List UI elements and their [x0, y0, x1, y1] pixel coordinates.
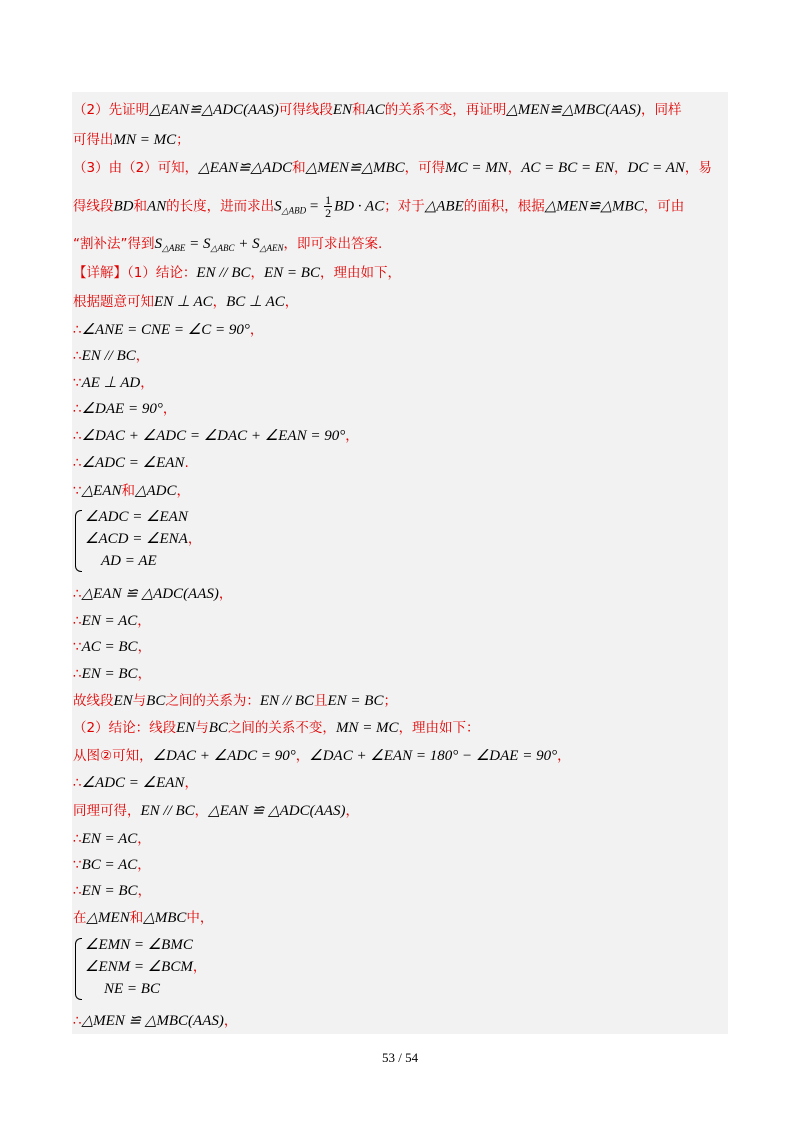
text: ，可得: [404, 160, 446, 176]
math: △MEN≌△MBC: [305, 160, 405, 176]
text-line: [73, 829, 151, 849]
math: ∠ADC = ∠EAN: [81, 455, 185, 471]
text: ，可由: [643, 198, 685, 215]
text-line: [73, 773, 198, 793]
text: 的关系不变，再证明: [384, 102, 507, 118]
math: BD · AC: [334, 198, 385, 215]
therefore-symbol: ∴: [73, 348, 82, 364]
text: ，: [614, 160, 628, 176]
text: （3）由（2）可知，: [73, 160, 199, 176]
math: EN: [113, 693, 133, 709]
math-subscript: △ABC: [210, 243, 235, 253]
therefore-symbol: ∴: [73, 401, 82, 417]
text-line: [73, 584, 232, 604]
text-line: [73, 100, 682, 120]
text: 之间的关系为：: [165, 693, 260, 709]
text: ，: [137, 857, 151, 873]
text: ，: [137, 831, 151, 847]
text: ，: [176, 483, 191, 499]
text: ，: [194, 803, 209, 819]
text-line: [73, 1011, 237, 1031]
because-symbol: ∵: [73, 375, 82, 391]
text: 之间的关系不变，: [227, 720, 336, 736]
text: ，: [137, 666, 152, 682]
text: ；对于: [384, 198, 425, 215]
text: ，: [137, 883, 152, 899]
page-number: [0, 1050, 800, 1066]
math: ∠ADC = ∠EAN: [81, 775, 185, 791]
math: △MEN ≌ △MBC(AAS): [81, 1013, 224, 1029]
math: △ADC: [134, 483, 177, 499]
math: △ABE: [424, 198, 464, 215]
text-line: [73, 234, 382, 258]
text: ，: [137, 613, 151, 629]
text-line: [73, 664, 151, 684]
system-equation-row: [85, 957, 206, 978]
text: ，即可求出答案.: [283, 236, 383, 252]
math: + S: [234, 236, 260, 252]
text: 可得线段: [278, 102, 333, 118]
text: ，: [137, 639, 152, 655]
section-heading: 【详解】: [73, 265, 127, 281]
text-line: [73, 426, 359, 446]
math: DC = AN: [627, 160, 685, 176]
text: 在: [73, 910, 87, 926]
text: ，: [218, 586, 233, 602]
text: 故线段: [73, 693, 114, 709]
text-line: [73, 801, 359, 821]
text: 和: [133, 198, 147, 215]
because-symbol: ∵: [73, 483, 82, 499]
text-line: [73, 292, 298, 312]
text: ，: [184, 775, 198, 791]
text: （2）先证明: [73, 102, 150, 118]
text-line: [73, 637, 151, 657]
text: 可得出: [73, 132, 114, 148]
text-line: [73, 346, 149, 366]
text-line: [73, 453, 189, 473]
math: MC = MN: [445, 160, 508, 176]
text-line: [73, 611, 151, 631]
page-current: 53: [381, 1050, 395, 1065]
math: ∠DAE = 90°: [81, 401, 163, 417]
therefore-symbol: ∴: [73, 455, 82, 471]
text: 同理可得，: [73, 803, 141, 819]
therefore-symbol: ∴: [73, 831, 82, 847]
text: 与: [132, 693, 147, 709]
math: EN ⊥ AC: [154, 294, 213, 310]
math: ∠DAC + ∠ADC = ∠DAC + ∠EAN = 90°: [81, 428, 346, 444]
math: BC = AC: [81, 857, 138, 873]
text-line: [73, 373, 154, 393]
text: 得线段: [73, 198, 114, 215]
math: MN = MC: [113, 132, 177, 148]
math: △MBC: [143, 910, 187, 926]
text: 且: [314, 693, 328, 709]
text: ；: [176, 132, 190, 148]
text: 与: [195, 720, 209, 736]
math: BC ⊥ AC: [226, 294, 285, 310]
text: 的面积，根据: [463, 198, 545, 215]
system-equation: AD = AE: [101, 553, 157, 569]
math: EN = BC: [264, 265, 320, 281]
text: ，: [295, 748, 310, 764]
math: MN = MC: [335, 720, 399, 736]
therefore-symbol: ∴: [73, 613, 82, 629]
page-separator: /: [398, 1050, 402, 1065]
page-total: 54: [405, 1050, 419, 1065]
brace: [75, 938, 82, 1000]
system-equation: ∠ACD = ∠ENA: [85, 531, 188, 547]
text: ，: [223, 1013, 238, 1029]
text: （2）结论：线段: [73, 720, 177, 736]
text: 和: [292, 160, 306, 176]
text: 中，: [186, 910, 214, 926]
system-equation: NE = BC: [104, 981, 160, 997]
text: ，: [192, 959, 207, 975]
text: ，: [507, 160, 522, 176]
text: .: [184, 455, 189, 471]
text-line: [73, 399, 176, 419]
text: ，理由如下，: [319, 265, 401, 281]
text-line: [73, 718, 480, 738]
math: ∠ANE = CNE = ∠C = 90°: [81, 322, 250, 338]
math: EN // BC: [81, 348, 136, 364]
system-equation: ∠ADC = ∠EAN: [85, 509, 188, 525]
math: △EAN ≌ △ADC(AAS): [208, 803, 346, 819]
fraction-numerator: 1: [325, 193, 332, 207]
math: AC = BC = EN: [521, 160, 615, 176]
text-line: [73, 691, 397, 711]
text-line: [73, 908, 213, 928]
therefore-symbol: ∴: [73, 322, 82, 338]
math: BC: [208, 720, 228, 736]
math: AC = BC: [81, 639, 138, 655]
math: △EAN≌△ADC: [198, 160, 293, 176]
because-symbol: ∵: [73, 857, 82, 873]
therefore-symbol: ∴: [73, 586, 82, 602]
text: “割补法”得到: [73, 236, 155, 252]
text-line: [73, 263, 401, 283]
text: 和: [121, 483, 135, 499]
text: ，: [140, 375, 154, 391]
therefore-symbol: ∴: [73, 428, 82, 444]
math: =: [306, 198, 323, 215]
math: △MEN: [86, 910, 130, 926]
fraction-denominator: 2: [325, 206, 332, 220]
therefore-symbol: ∴: [73, 883, 82, 899]
text: 和: [129, 910, 144, 926]
system-equation-row: [85, 529, 201, 550]
therefore-symbol: ∴: [73, 666, 82, 682]
math: △MEN≌△MBC(AAS): [506, 102, 642, 118]
system-equation: ∠ENM = ∠BCM: [85, 959, 193, 975]
text-line: [73, 158, 712, 178]
system-equation: ∠EMN = ∠BMC: [85, 937, 193, 953]
text-line: [73, 481, 190, 501]
text: ，: [345, 428, 359, 444]
math: S: [274, 198, 282, 215]
text: ，: [345, 803, 359, 819]
text-line: [73, 194, 684, 221]
text: 和: [352, 102, 366, 118]
text: ，: [557, 748, 571, 764]
fraction: [324, 194, 332, 219]
math: EN: [176, 720, 196, 736]
text-line: [73, 320, 263, 340]
text: ，: [212, 294, 227, 310]
math: EN // BC: [140, 803, 195, 819]
math: EN // BC: [196, 265, 251, 281]
math: ∠DAC + ∠EAN = 180° − ∠DAE = 90°: [309, 748, 558, 764]
math: S: [154, 236, 162, 252]
math: AE ⊥ AD: [81, 375, 141, 391]
text: 从图②可知，: [73, 748, 153, 764]
text: ，: [249, 322, 264, 338]
text: 根据题意可知: [73, 294, 154, 310]
math: AN: [147, 198, 167, 215]
text: ，: [187, 531, 202, 547]
math: △MEN≌△MBC: [544, 198, 644, 215]
text-line: [73, 855, 151, 875]
math: △EAN: [81, 483, 122, 499]
math: EN: [332, 102, 353, 118]
text: ，: [135, 348, 150, 364]
text: ，同样: [641, 102, 682, 118]
text: ，: [162, 401, 177, 417]
math: EN = BC: [81, 883, 138, 899]
math: △EAN ≌ △ADC(AAS): [81, 586, 219, 602]
text: ，理由如下：: [398, 720, 480, 736]
text: ，: [250, 265, 265, 281]
math: ∠DAC + ∠ADC = 90°: [152, 748, 296, 764]
text: （1）结论：: [127, 265, 197, 281]
math: EN = AC: [81, 613, 138, 629]
math-subscript: △AEN: [259, 243, 284, 253]
text: 的长度，进而求出: [166, 198, 275, 215]
text: ，易: [684, 160, 712, 176]
therefore-symbol: ∴: [73, 1013, 82, 1029]
math: △EAN≌△ADC(AAS): [149, 102, 279, 118]
text-line: [73, 881, 151, 901]
math: = S: [185, 236, 211, 252]
math: BD: [113, 198, 134, 215]
math-subscript: △ABE: [162, 243, 186, 253]
therefore-symbol: ∴: [73, 775, 82, 791]
text-line: [73, 746, 571, 766]
math: EN = BC: [81, 666, 138, 682]
text: ，: [284, 294, 299, 310]
text-line: [73, 130, 190, 150]
text: ；: [383, 693, 397, 709]
math: AC: [365, 102, 385, 118]
math: EN = BC: [327, 693, 384, 709]
because-symbol: ∵: [73, 639, 82, 655]
brace: [75, 510, 82, 572]
math: EN // BC: [259, 693, 315, 709]
math: EN = AC: [81, 831, 138, 847]
math-subscript: △ABD: [281, 205, 307, 216]
math: BC: [146, 693, 166, 709]
